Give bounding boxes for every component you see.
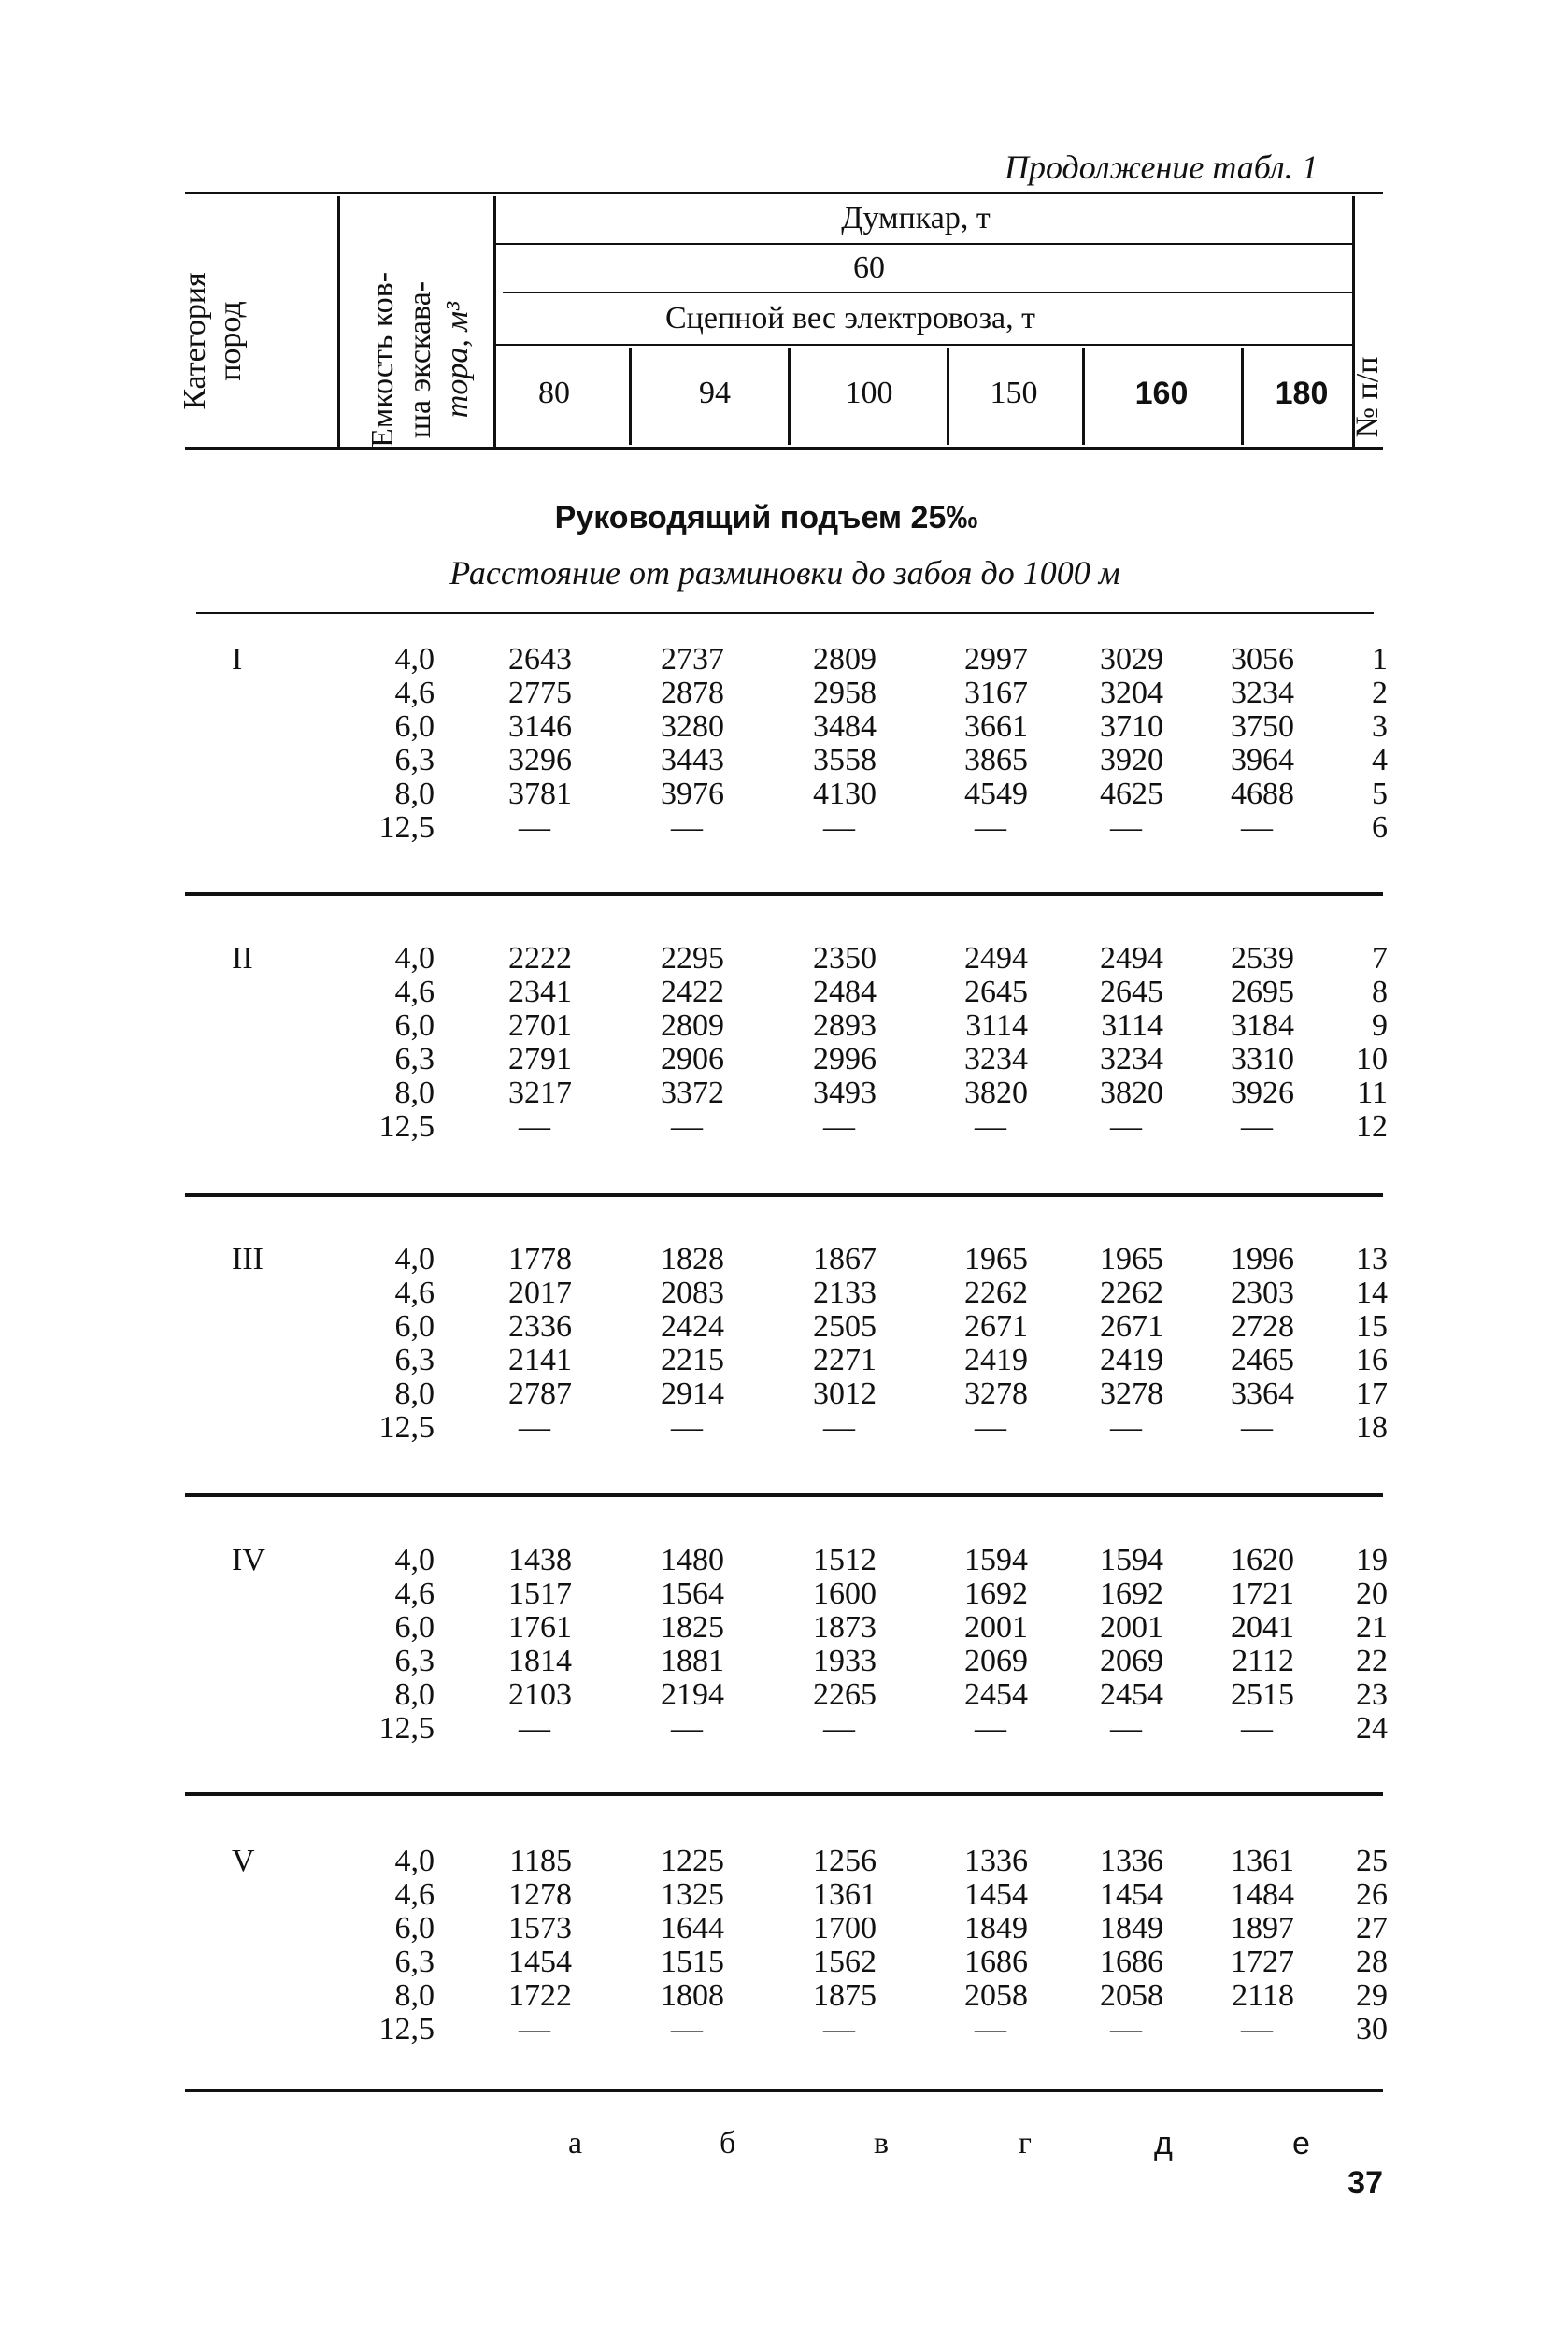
table-cell: 1361	[813, 1877, 877, 1912]
table-cell: 2194	[661, 1677, 724, 1712]
table-cell: 1600	[813, 1576, 877, 1611]
header-bucket	[364, 248, 477, 472]
category-label: I	[232, 642, 243, 677]
table-cell: —	[823, 1711, 855, 1746]
table-cell: 2958	[813, 676, 877, 710]
header-subrule-dumpcar	[496, 243, 1352, 245]
table-cell: 1761	[508, 1610, 572, 1645]
table-cell: 2133	[813, 1276, 877, 1310]
row-number: 23	[1356, 1677, 1388, 1712]
row-number: 26	[1356, 1877, 1388, 1912]
table-cell: 3710	[1100, 709, 1163, 744]
table-cell: 2906	[661, 1042, 724, 1077]
bucket-capacity: 6,0	[394, 1911, 435, 1946]
table-cell: 1825	[661, 1610, 724, 1645]
table-cell: 2419	[1100, 1343, 1163, 1377]
table-cell: 2303	[1231, 1276, 1294, 1310]
table-cell: 2645	[964, 975, 1028, 1009]
table-cell: 2069	[964, 1644, 1028, 1678]
table-cell: 3167	[964, 676, 1028, 710]
table-cell: —	[1110, 2012, 1142, 2047]
row-number: 8	[1372, 975, 1388, 1009]
table-cell: 1620	[1231, 1543, 1294, 1577]
table-cell: 2775	[508, 676, 572, 710]
table-cell: 2671	[964, 1309, 1028, 1344]
table-cell: —	[1110, 1711, 1142, 1746]
column-letter: г	[1019, 2126, 1032, 2161]
bucket-capacity: 12,5	[378, 1109, 435, 1144]
bucket-capacity: 8,0	[394, 1076, 435, 1110]
table-cell: 1336	[964, 1844, 1028, 1878]
table-cell: 4625	[1100, 777, 1163, 811]
table-cell: 2419	[964, 1343, 1028, 1377]
weight-80: 80	[538, 376, 570, 410]
table-cell: —	[1241, 2012, 1273, 2047]
weight-180: 180	[1275, 376, 1329, 411]
weight-94: 94	[699, 376, 731, 410]
header-category	[178, 257, 252, 425]
table-cell: 2069	[1100, 1644, 1163, 1678]
weight-divider-2	[788, 348, 791, 445]
table-cell: 2494	[1100, 941, 1163, 976]
table-cell: 1454	[508, 1945, 572, 1979]
table-cell: 2809	[813, 642, 877, 677]
table-cell: 3012	[813, 1376, 877, 1411]
table-cell: 2728	[1231, 1309, 1294, 1344]
header-bucket-line3: тора, м³	[440, 301, 475, 419]
table-cell: —	[975, 810, 1006, 845]
row-number: 2	[1372, 676, 1388, 710]
table-cell: 1727	[1231, 1945, 1294, 1979]
table-cell: —	[1241, 1109, 1273, 1144]
weight-divider-5	[1241, 348, 1244, 445]
table-cell: 3234	[964, 1042, 1028, 1077]
column-letter: б	[720, 2126, 736, 2161]
table-cell: 1454	[1100, 1877, 1163, 1912]
bucket-capacity: 6,3	[394, 1042, 435, 1077]
weight-divider-4	[1082, 348, 1085, 445]
table-cell: 2001	[964, 1610, 1028, 1645]
row-number: 14	[1356, 1276, 1388, 1310]
table-cell: 3278	[964, 1376, 1028, 1411]
group-rule	[196, 612, 1374, 614]
table-caption: Продолжение табл. 1	[1005, 149, 1319, 186]
table-cell: —	[519, 810, 550, 845]
table-cell: 2695	[1231, 975, 1294, 1009]
bucket-capacity: 4,0	[394, 1242, 435, 1276]
table-cell: 2058	[1100, 1978, 1163, 2013]
category-label: V	[232, 1844, 255, 1878]
bucket-capacity: 4,6	[394, 1276, 435, 1310]
table-cell: 3114	[1101, 1008, 1163, 1043]
table-cell: 2997	[964, 642, 1028, 677]
table-cell: 1721	[1231, 1576, 1294, 1611]
table-cell: 2914	[661, 1376, 724, 1411]
table-cell: 3280	[661, 709, 724, 744]
table-cell: 1225	[661, 1844, 724, 1878]
table-cell: 2996	[813, 1042, 877, 1077]
table-cell: —	[1241, 810, 1273, 845]
row-number: 18	[1356, 1410, 1388, 1445]
table-cell: —	[671, 1109, 703, 1144]
table-cell: —	[1110, 810, 1142, 845]
group-rule	[185, 1493, 1383, 1497]
row-number: 10	[1356, 1042, 1388, 1077]
row-number: 16	[1356, 1343, 1388, 1377]
table-cell: 3372	[661, 1076, 724, 1110]
column-letter: а	[568, 2126, 583, 2161]
table-cell: 2271	[813, 1343, 877, 1377]
header-divider-1	[337, 196, 340, 447]
table-cell: 3558	[813, 743, 877, 777]
weight-divider-1	[629, 348, 632, 445]
table-cell: 2265	[813, 1677, 877, 1712]
bucket-capacity: 4,0	[394, 642, 435, 677]
table-cell: 4549	[964, 777, 1028, 811]
table-cell: 3056	[1231, 642, 1294, 677]
table-cell: 1454	[964, 1877, 1028, 1912]
table-cell: 1996	[1231, 1242, 1294, 1276]
table-cell: 4688	[1231, 777, 1294, 811]
bucket-capacity: 4,6	[394, 1576, 435, 1611]
table-cell: 3781	[508, 777, 572, 811]
bucket-capacity: 6,0	[394, 1008, 435, 1043]
table-cell: 1965	[1100, 1242, 1163, 1276]
table-cell: 1778	[508, 1242, 572, 1276]
table-cell: 2262	[1100, 1276, 1163, 1310]
table-cell: 1867	[813, 1242, 877, 1276]
row-number: 13	[1356, 1242, 1388, 1276]
group-rule	[185, 892, 1383, 896]
table-cell: —	[1241, 1711, 1273, 1746]
table-cell: 3278	[1100, 1376, 1163, 1411]
table-cell: —	[519, 1711, 550, 1746]
table-cell: 1808	[661, 1978, 724, 2013]
table-cell: 2701	[508, 1008, 572, 1043]
table-cell: 3114	[965, 1008, 1028, 1043]
table-cell: —	[823, 810, 855, 845]
table-cell: 1722	[508, 1978, 572, 2013]
header-bucket-line2: ша экскава-	[403, 280, 437, 439]
group-rule	[185, 2089, 1383, 2092]
weight-100: 100	[845, 376, 893, 410]
table-cell: —	[975, 1711, 1006, 1746]
row-number: 17	[1356, 1376, 1388, 1411]
table-cell: 1686	[1100, 1945, 1163, 1979]
row-number: 22	[1356, 1644, 1388, 1678]
row-number: 4	[1372, 743, 1388, 777]
table-cell: 4130	[813, 777, 877, 811]
table-cell: 2505	[813, 1309, 877, 1344]
header-subrule-weight	[496, 344, 1352, 346]
table-cell: 2350	[813, 941, 877, 976]
bucket-capacity: 4,6	[394, 1877, 435, 1912]
header-rowno-text: № п/п	[1350, 356, 1385, 438]
bucket-capacity: 6,3	[394, 743, 435, 777]
bucket-capacity: 4,6	[394, 975, 435, 1009]
table-cell: —	[671, 1410, 703, 1445]
row-number: 29	[1356, 1978, 1388, 2013]
table-cell: 3865	[964, 743, 1028, 777]
header-category-text: Категория пород	[178, 272, 248, 410]
table-cell: 2454	[1100, 1677, 1163, 1712]
row-number: 19	[1356, 1543, 1388, 1577]
table-cell: 3217	[508, 1076, 572, 1110]
table-cell: —	[823, 1410, 855, 1445]
group-rule	[185, 1792, 1383, 1796]
table-cell: 2295	[661, 941, 724, 976]
table-cell: 3661	[964, 709, 1028, 744]
bucket-capacity: 12,5	[378, 1410, 435, 1445]
row-number: 27	[1356, 1911, 1388, 1946]
table-cell: 1692	[1100, 1576, 1163, 1611]
column-letter: в	[874, 2126, 890, 2161]
table-cell: 1564	[661, 1576, 724, 1611]
table-cell: —	[671, 2012, 703, 2047]
table-cell: 3750	[1231, 709, 1294, 744]
weight-160: 160	[1134, 376, 1189, 411]
table-cell: —	[519, 1410, 550, 1445]
table-cell: 3296	[508, 743, 572, 777]
table-cell: 2787	[508, 1376, 572, 1411]
table-cell: 2222	[508, 941, 572, 976]
subtitle-grade: Руководящий подъем 25‰	[554, 500, 978, 535]
bucket-capacity: 12,5	[378, 810, 435, 845]
header-top-rule	[185, 192, 1383, 194]
table-cell: 3964	[1231, 743, 1294, 777]
table-cell: 2341	[508, 975, 572, 1009]
table-cell: 3820	[964, 1076, 1028, 1110]
table-cell: 2141	[508, 1343, 572, 1377]
table-cell: 2041	[1231, 1610, 1294, 1645]
bucket-capacity: 6,0	[394, 709, 435, 744]
table-cell: 2336	[508, 1309, 572, 1344]
table-cell: 1700	[813, 1911, 877, 1946]
bucket-capacity: 8,0	[394, 1376, 435, 1411]
table-cell: 1562	[813, 1945, 877, 1979]
table-cell: 2103	[508, 1677, 572, 1712]
table-cell: 1336	[1100, 1844, 1163, 1878]
column-letter: е	[1292, 2126, 1310, 2161]
weight-divider-3	[947, 348, 949, 445]
row-number: 15	[1356, 1309, 1388, 1344]
table-cell: 1828	[661, 1242, 724, 1276]
row-number: 5	[1372, 777, 1388, 811]
row-number: 1	[1372, 642, 1388, 677]
bucket-capacity: 6,3	[394, 1644, 435, 1678]
bucket-capacity: 4,0	[394, 941, 435, 976]
table-cell: 2645	[1100, 975, 1163, 1009]
header-dumpcar: Думпкар, т	[841, 201, 991, 235]
table-cell: 3029	[1100, 642, 1163, 677]
table-cell: 2484	[813, 975, 877, 1009]
table-cell: 2001	[1100, 1610, 1163, 1645]
row-number: 28	[1356, 1945, 1388, 1979]
table-cell: 2539	[1231, 941, 1294, 976]
row-number: 3	[1372, 709, 1388, 744]
table-cell: —	[519, 1109, 550, 1144]
table-cell: 2424	[661, 1309, 724, 1344]
table-cell: 1512	[813, 1543, 877, 1577]
table-cell: 2494	[964, 941, 1028, 976]
table-cell: —	[823, 1109, 855, 1144]
table-cell: 1814	[508, 1644, 572, 1678]
header-dumpcar-value: 60	[853, 250, 885, 285]
bucket-capacity: 8,0	[394, 777, 435, 811]
table-cell: 3146	[508, 709, 572, 744]
table-cell: 1897	[1231, 1911, 1294, 1946]
table-cell: 3926	[1231, 1076, 1294, 1110]
table-cell: 2737	[661, 642, 724, 677]
category-label: III	[232, 1242, 264, 1276]
category-label: IV	[232, 1543, 265, 1577]
row-number: 11	[1357, 1076, 1388, 1110]
table-cell: 1517	[508, 1576, 572, 1611]
row-number: 20	[1356, 1576, 1388, 1611]
row-number: 25	[1356, 1844, 1388, 1878]
table-cell: —	[823, 2012, 855, 2047]
table-cell: 1515	[661, 1945, 724, 1979]
bucket-capacity: 6,0	[394, 1610, 435, 1645]
table-cell: 1849	[964, 1911, 1028, 1946]
row-number: 6	[1372, 810, 1388, 845]
table-cell: 1875	[813, 1978, 877, 2013]
bucket-capacity: 6,3	[394, 1945, 435, 1979]
table-cell: —	[975, 1410, 1006, 1445]
table-cell: 3820	[1100, 1076, 1163, 1110]
table-cell: 2893	[813, 1008, 877, 1043]
table-cell: 2112	[1232, 1644, 1294, 1678]
table-cell: 2215	[661, 1343, 724, 1377]
table-cell: —	[519, 2012, 550, 2047]
bucket-capacity: 6,0	[394, 1309, 435, 1344]
table-cell: 2058	[964, 1978, 1028, 2013]
table-cell: 2017	[508, 1276, 572, 1310]
table-cell: 3310	[1231, 1042, 1294, 1077]
table-cell: —	[975, 1109, 1006, 1144]
table-cell: 2083	[661, 1276, 724, 1310]
table-cell: —	[1110, 1109, 1142, 1144]
header-locomotive: Сцепной вес электровоза, т	[664, 301, 1035, 335]
bucket-capacity: 4,0	[394, 1543, 435, 1577]
table-cell: 1438	[508, 1543, 572, 1577]
table-cell: 3484	[813, 709, 877, 744]
table-cell: 1644	[661, 1911, 724, 1946]
table-cell: 2454	[964, 1677, 1028, 1712]
header-rowno	[1350, 341, 1388, 453]
table-cell: 2422	[661, 975, 724, 1009]
row-number: 7	[1372, 941, 1388, 976]
table-cell: 1185	[509, 1844, 572, 1878]
row-number: 21	[1356, 1610, 1388, 1645]
table-cell: 2878	[661, 676, 724, 710]
table-cell: 2791	[508, 1042, 572, 1077]
table-cell: —	[1241, 1410, 1273, 1445]
table-cell: 2809	[661, 1008, 724, 1043]
row-number: 9	[1372, 1008, 1388, 1043]
table-cell: 2671	[1100, 1309, 1163, 1344]
bucket-capacity: 4,0	[394, 1844, 435, 1878]
table-cell: 2643	[508, 642, 572, 677]
row-number: 12	[1356, 1109, 1388, 1144]
table-cell: 1278	[508, 1877, 572, 1912]
category-label: II	[232, 941, 253, 976]
bucket-capacity: 4,6	[394, 676, 435, 710]
table-cell: 2515	[1231, 1677, 1294, 1712]
table-cell: 3234	[1231, 676, 1294, 710]
table-cell: 1686	[964, 1945, 1028, 1979]
table-cell: 3976	[661, 777, 724, 811]
table-cell: 2465	[1231, 1343, 1294, 1377]
row-number: 30	[1356, 2012, 1388, 2047]
page-number: 37	[1347, 2165, 1383, 2201]
table-cell: 1873	[813, 1610, 877, 1645]
table-cell: 3920	[1100, 743, 1163, 777]
bucket-capacity: 8,0	[394, 1978, 435, 2013]
row-number: 24	[1356, 1711, 1388, 1746]
table-cell: 2262	[964, 1276, 1028, 1310]
table-cell: 1594	[964, 1543, 1028, 1577]
table-cell: 2118	[1232, 1978, 1294, 2013]
bucket-capacity: 6,3	[394, 1343, 435, 1377]
bucket-capacity: 12,5	[378, 1711, 435, 1746]
table-cell: 1881	[661, 1644, 724, 1678]
header-bucket-line1: Емкость ков-	[365, 271, 400, 449]
table-cell: 3204	[1100, 676, 1163, 710]
subtitle-distance: Расстояние от разминовки до забоя до 1000 м	[449, 554, 1120, 592]
table-cell: 1965	[964, 1242, 1028, 1276]
table-cell: 3443	[661, 743, 724, 777]
table-cell: 1484	[1231, 1877, 1294, 1912]
table-cell: —	[671, 1711, 703, 1746]
table-cell: 3364	[1231, 1376, 1294, 1411]
table-cell: —	[975, 2012, 1006, 2047]
table-cell: —	[1110, 1410, 1142, 1445]
header-divider-2	[493, 196, 496, 447]
group-rule	[185, 1193, 1383, 1197]
table-cell: 1480	[661, 1543, 724, 1577]
table-cell: 1849	[1100, 1911, 1163, 1946]
bucket-capacity: 12,5	[378, 2012, 435, 2047]
column-letter: д	[1154, 2126, 1173, 2161]
header-subrule-60	[503, 292, 1352, 293]
table-cell: 1573	[508, 1911, 572, 1946]
weight-150: 150	[990, 376, 1038, 410]
table-cell: 3184	[1231, 1008, 1294, 1043]
table-cell: 1933	[813, 1644, 877, 1678]
table-cell: 3234	[1100, 1042, 1163, 1077]
table-cell: 1325	[661, 1877, 724, 1912]
table-cell: 1256	[813, 1844, 877, 1878]
table-cell: 1692	[964, 1576, 1028, 1611]
table-cell: 3493	[813, 1076, 877, 1110]
table-cell: 1594	[1100, 1543, 1163, 1577]
bucket-capacity: 8,0	[394, 1677, 435, 1712]
table-cell: —	[671, 810, 703, 845]
table-cell: 1361	[1231, 1844, 1294, 1878]
